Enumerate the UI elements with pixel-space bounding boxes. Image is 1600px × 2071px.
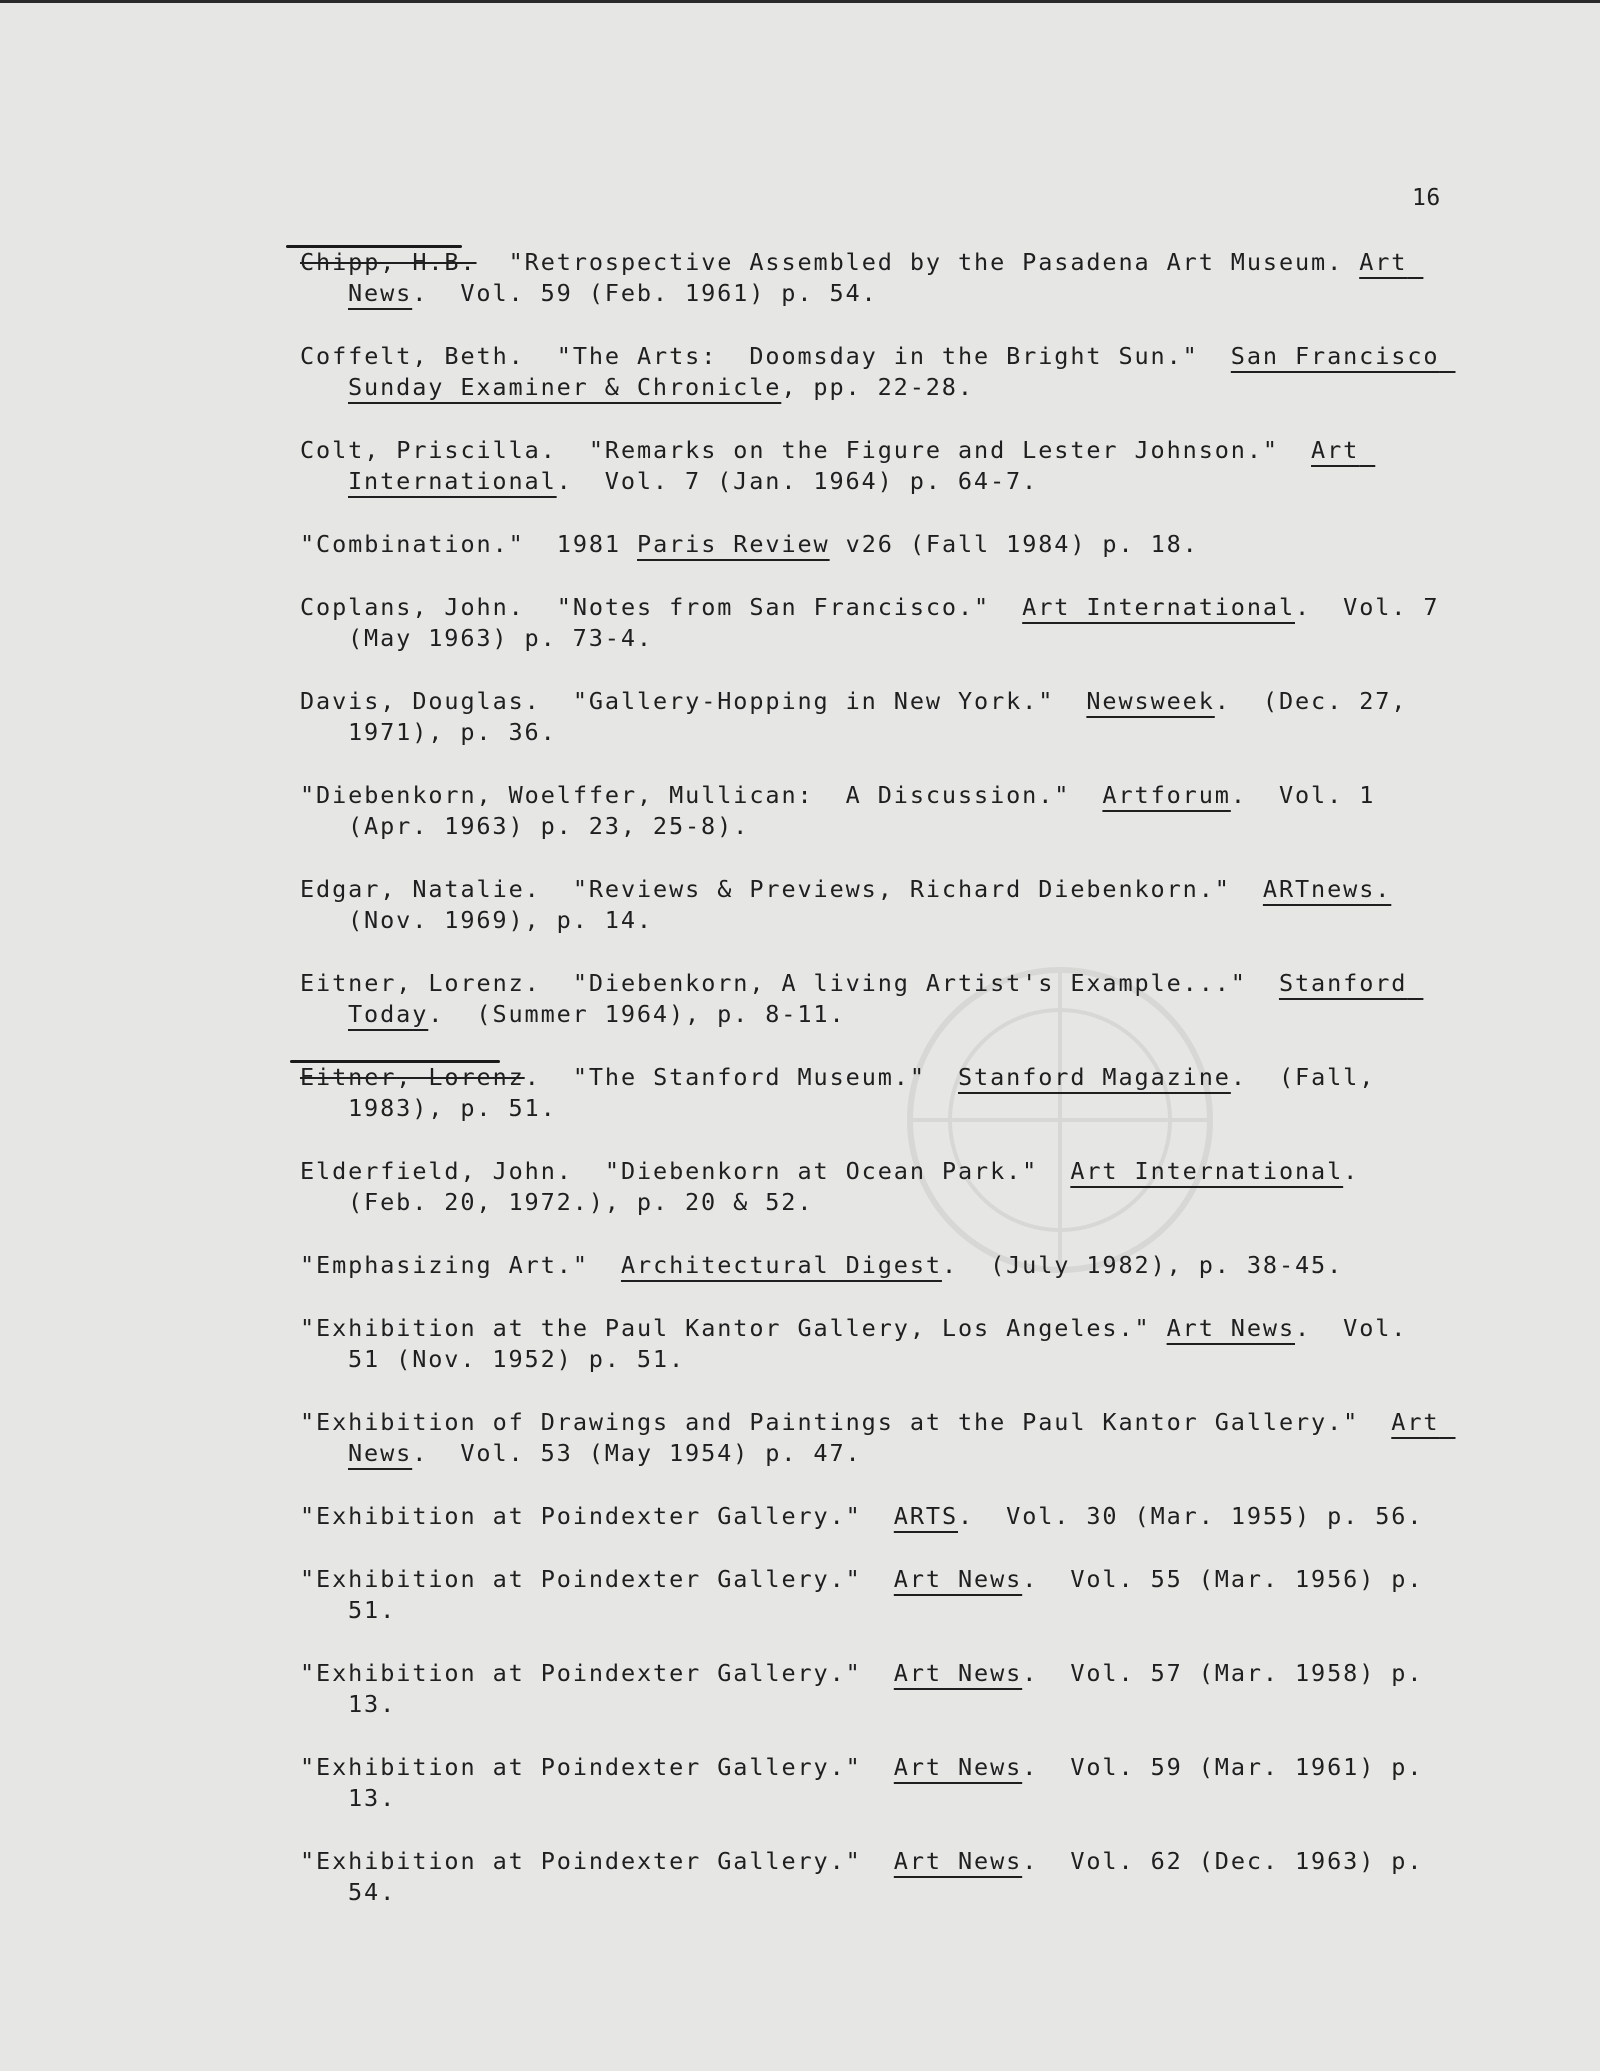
- entry-text: . Vol. 55 (Mar. 1956) p. 51.: [348, 1565, 1440, 1624]
- entry-text: "Diebenkorn, Woelffer, Mullican: A Discussion.": [300, 781, 1103, 809]
- entry-text: . Vol. 51 (Nov. 1952) p. 51.: [348, 1314, 1424, 1373]
- publication-title: Art News: [1166, 1314, 1295, 1342]
- entry-text: . Vol. 59 (Mar. 1961) p. 13.: [348, 1753, 1440, 1812]
- publication-title: Art News: [893, 1847, 1023, 1875]
- entry-text: . Vol. 1 (Apr. 1963) p. 23, 25-8).: [348, 781, 1392, 840]
- bibliography-entry-eitner-1983: [300, 1062, 1450, 1124]
- entry-text: "Exhibition at Poindexter Gallery.": [300, 1565, 894, 1593]
- entry-text: . Vol. 7 (Jan. 1964) p. 64-7.: [556, 467, 1039, 495]
- pen-strike-mark: [286, 245, 462, 248]
- entry-text: , pp. 22-28.: [781, 373, 974, 401]
- bibliography-entry-davis: [300, 686, 1450, 748]
- publication-title: Art International: [1022, 593, 1295, 621]
- entry-text: v26 (Fall 1984) p. 18.: [829, 530, 1199, 558]
- publication-title: Art News: [893, 1753, 1023, 1781]
- bibliography-entry-combination: [300, 529, 1450, 560]
- entry-text: . (Dec. 27, 1971), p. 36.: [348, 687, 1424, 746]
- bibliography-entry-kantor-1952: [300, 1313, 1450, 1375]
- bibliography-entry-edgar: [300, 874, 1450, 936]
- publication-title: Artforum: [1102, 781, 1231, 809]
- pen-strike-mark: [290, 1060, 500, 1063]
- bibliography-entry-elderfield: [300, 1156, 1450, 1218]
- bibliography-entry-poindexter-1961: [300, 1752, 1450, 1814]
- entry-text: "Emphasizing Art.": [300, 1251, 621, 1279]
- entry-text: . Vol. 30 (Mar. 1955) p. 56.: [958, 1502, 1424, 1530]
- bibliography-entry-coffelt: [300, 341, 1456, 403]
- struck-author: Chipp, H.B.: [300, 248, 477, 276]
- page-top-edge: [0, 0, 1600, 3]
- bibliography-entry-coplans: [300, 592, 1456, 654]
- bibliography-entry-poindexter-1955: [300, 1501, 1450, 1532]
- entry-text: . Vol. 57 (Mar. 1958) p. 13.: [348, 1659, 1440, 1718]
- entry-text: . (Fall, 1983), p. 51.: [348, 1063, 1392, 1122]
- bibliography-entry-poindexter-1963: [300, 1846, 1450, 1908]
- entry-text: Colt, Priscilla. "Remarks on the Figure and Lester Johnson.": [300, 436, 1312, 464]
- entry-text: . Vol. 53 (May 1954) p. 47.: [412, 1439, 862, 1467]
- entry-text: Eitner, Lorenz. "Diebenkorn, A living Artist's Example...": [300, 969, 1279, 997]
- entry-text: . Vol. 62 (Dec. 1963) p. 54.: [348, 1847, 1440, 1906]
- entry-text: . Vol. 59 (Feb. 1961) p. 54.: [412, 279, 878, 307]
- entry-text: "Exhibition of Drawings and Paintings at the Paul Kantor Gallery.": [300, 1408, 1392, 1436]
- publication-title: Art News: [348, 1408, 1456, 1467]
- entry-text: "Exhibition at Poindexter Gallery.": [300, 1847, 894, 1875]
- publication-title: ARTnews.: [1262, 875, 1392, 903]
- page-number: 16: [1412, 185, 1441, 211]
- entry-text: Edgar, Natalie. "Reviews & Previews, Richard Diebenkorn.": [300, 875, 1263, 903]
- entry-text: Coplans, John. "Notes from San Francisco.": [300, 593, 1023, 621]
- entry-text: "Exhibition at Poindexter Gallery.": [300, 1502, 894, 1530]
- bibliography-entry-emphasizing-art: [300, 1250, 1450, 1281]
- bibliography-list: [300, 247, 1456, 1940]
- publication-title: Art News: [893, 1659, 1023, 1687]
- publication-title: ARTS: [893, 1502, 958, 1530]
- bibliography-entry-poindexter-1958: [300, 1658, 1450, 1720]
- bibliography-entry-colt: [300, 435, 1450, 497]
- entry-text: "Exhibition at Poindexter Gallery.": [300, 1659, 894, 1687]
- entry-text: . "The Stanford Museum.": [524, 1063, 958, 1091]
- publication-title: Architectural Digest: [620, 1251, 942, 1279]
- entry-text: (Nov. 1969), p. 14.: [348, 875, 1408, 934]
- entry-text: "Combination." 1981: [300, 530, 638, 558]
- bibliography-entry-poindexter-1956: [300, 1564, 1450, 1626]
- bibliography-entry-diebenkorn-discussion: [300, 780, 1450, 842]
- publication-title: Art International: [1070, 1157, 1344, 1185]
- bibliography-entry-eitner-1964: [300, 968, 1450, 1030]
- publication-title: Art News: [348, 248, 1424, 307]
- publication-title: Art International: [348, 436, 1376, 495]
- entry-text: . (Summer 1964), p. 8-11.: [428, 1000, 846, 1028]
- entry-text: "Retrospective Assembled by the Pasadena Art Museum.: [476, 248, 1360, 276]
- publication-title: Art News: [893, 1565, 1023, 1593]
- entry-text: Davis, Douglas. "Gallery-Hopping in New York.": [300, 687, 1087, 715]
- publication-title: Stanford Magazine: [958, 1063, 1231, 1091]
- entry-text: "Exhibition at Poindexter Gallery.": [300, 1753, 894, 1781]
- bibliography-entry-chipp: [300, 247, 1450, 309]
- entry-text: . Vol. 7 (May 1963) p. 73-4.: [348, 593, 1456, 652]
- entry-text: . (Feb. 20, 1972.), p. 20 & 52.: [348, 1157, 1392, 1216]
- publication-title: Paris Review: [637, 530, 830, 558]
- entry-text: Coffelt, Beth. "The Arts: Doomsday in the Bright Sun.": [300, 342, 1231, 370]
- entry-text: "Exhibition at the Paul Kantor Gallery, Los Angeles.": [300, 1314, 1167, 1342]
- publication-title: San Francisco Sunday Examiner & Chronicle: [348, 342, 1456, 401]
- publication-title: Stanford Today: [348, 969, 1424, 1028]
- publication-title: Newsweek: [1086, 687, 1215, 715]
- struck-author: Eitner, Lorenz: [300, 1063, 525, 1091]
- entry-text: . (July 1982), p. 38-45.: [941, 1251, 1344, 1279]
- entry-text: Elderfield, John. "Diebenkorn at Ocean Park.": [300, 1157, 1071, 1185]
- bibliography-entry-kantor-1954: [300, 1407, 1456, 1469]
